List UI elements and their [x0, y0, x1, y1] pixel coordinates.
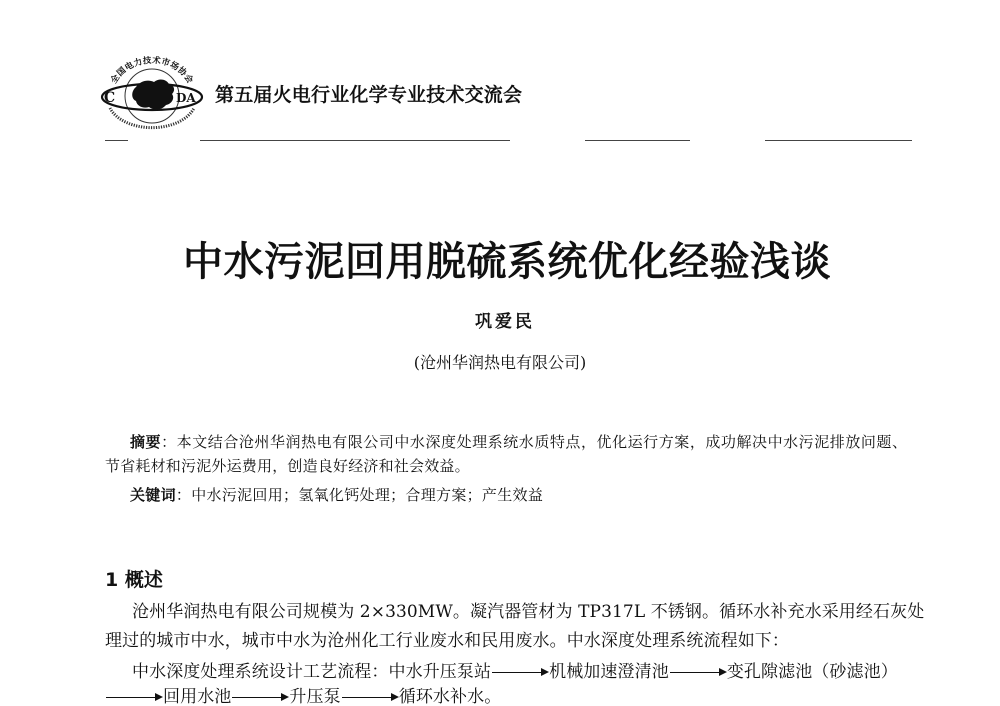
paper-author: 巩爱民	[475, 312, 535, 332]
flow-arrow-icon	[670, 672, 724, 673]
flow-step: 回用水池	[163, 687, 232, 706]
flow-arrow-icon	[342, 697, 396, 698]
abstract-separator: ：	[161, 433, 177, 451]
abstract-line-2: 节省耗材和污泥外运费用，创造良好经济和社会效益。	[105, 457, 470, 475]
abstract-text-1: 本文结合沧州华润热电有限公司中水深度处理系统水质特点，优化运行方案，成功解决中水污泥排放问题、	[176, 433, 908, 451]
header-rule-segment	[105, 140, 128, 141]
conference-title: 第五届火电行业化学专业技术交流会	[215, 84, 523, 106]
flow-arrow-icon	[492, 672, 546, 673]
flow-step: 变孔隙滤池（砂滤池）	[726, 662, 898, 682]
flow-step: 机械加速澄清池	[549, 662, 669, 682]
process-flow-line-2	[105, 688, 501, 706]
logo-letter-right: DA	[176, 91, 196, 105]
body-line-1: 沧州华润热电有限公司规模为 2×330MW。凝汽器管材为 TP317L 不锈钢。循环水补充水采用经石灰处	[132, 602, 925, 622]
logo-letter-left: C	[104, 90, 116, 106]
header-rule-segment	[765, 140, 912, 141]
header-rule-segment	[585, 140, 690, 141]
header-rule-segment	[200, 140, 510, 141]
abstract-line-1	[130, 433, 908, 451]
flow-step: 升压泵	[289, 687, 341, 706]
flow-step: 中水升压泵站	[388, 662, 492, 682]
flow-step: 循环水补水。	[398, 687, 502, 706]
body-line-2: 理过的城市中水，城市中水为沧州化工行业废水和民用废水。中水深度处理系统流程如下：	[105, 631, 789, 651]
flow-arrow-icon	[232, 697, 286, 698]
keywords-label: 关键词	[130, 486, 176, 504]
section-heading: 1 概述	[105, 569, 163, 591]
flow-prefix: 中水深度处理系统设计工艺流程：	[132, 662, 389, 682]
paper-title: 中水污泥回用脱硫系统优化经验浅谈	[183, 239, 831, 285]
logo-arc-text: 全国电力技术市场协会	[109, 56, 195, 86]
keywords-separator: ：	[175, 486, 192, 504]
association-logo-icon	[96, 56, 208, 130]
process-flow-line-1	[132, 663, 898, 681]
flow-arrow-icon	[106, 697, 160, 698]
paper-affiliation: (沧州华润热电有限公司)	[413, 353, 587, 372]
abstract-label: 摘要	[130, 433, 162, 451]
keywords-line	[130, 486, 543, 504]
keywords-text: 中水污泥回用；氢氧化钙处理；合理方案；产生效益	[191, 486, 544, 504]
